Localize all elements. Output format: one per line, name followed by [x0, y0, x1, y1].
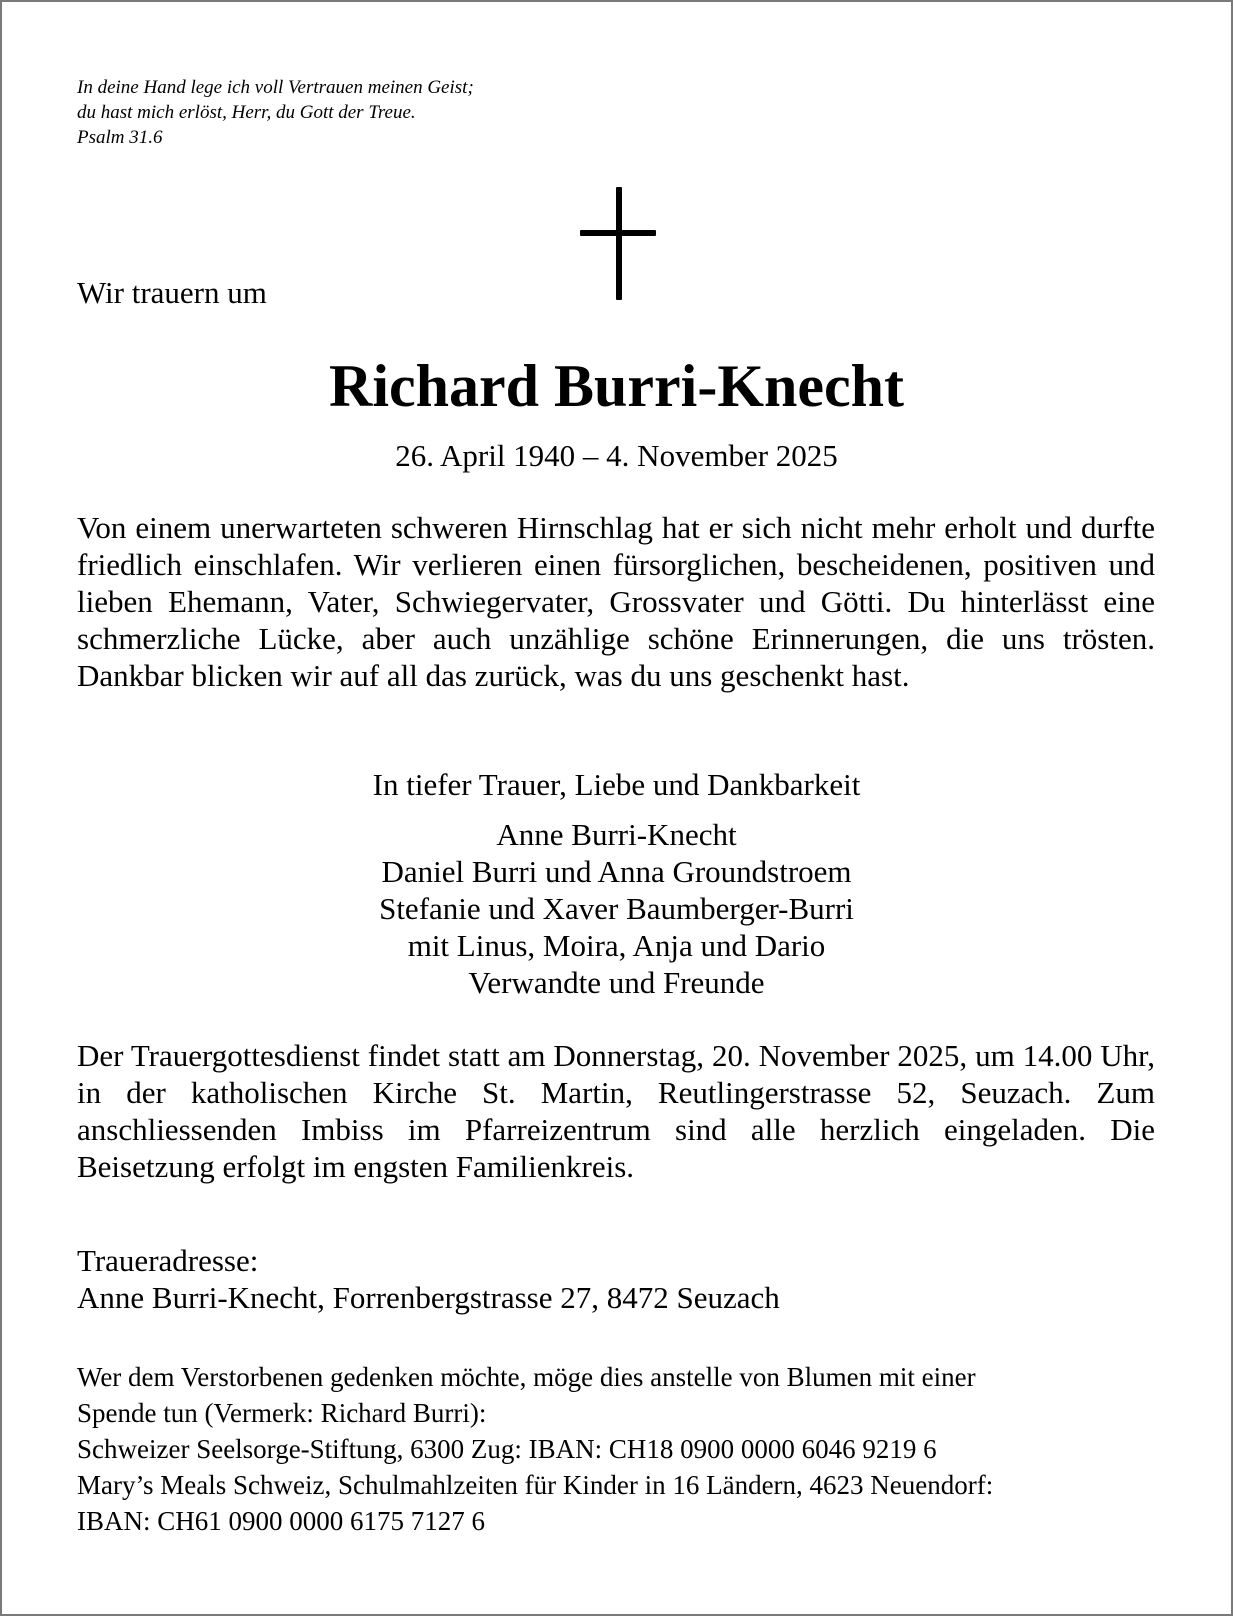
mourner-line: Stefanie und Xaver Baumberger-Burri	[379, 891, 854, 926]
mourning-address-value: Anne Burri-Knecht, Forrenbergstrasse 27, 8472 Seuzach	[77, 1280, 780, 1315]
verse-line: du hast mich erlöst, Herr, du Gott der Treue.	[77, 102, 416, 123]
cross-horizontal-bar	[580, 230, 656, 236]
life-dates: 26. April 1940 – 4. November 2025	[395, 438, 838, 473]
cross-icon	[580, 187, 656, 300]
intro-text: Wir trauern um	[77, 275, 267, 310]
donation-line: IBAN: CH61 0900 0000 6175 7127 6	[77, 1506, 486, 1536]
donation-line: Schweizer Seelsorge-Stiftung, 6300 Zug: IBAN: CH18 0900 0000 6046 9219 6	[77, 1434, 937, 1464]
mourner-line: Daniel Burri und Anna Groundstroem	[381, 854, 852, 889]
cross-vertical-bar	[616, 187, 622, 300]
verse-reference: Psalm 31.6	[77, 127, 163, 148]
bible-verse	[77, 75, 474, 150]
donation-line: Spende tun (Vermerk: Richard Burri):	[77, 1398, 487, 1428]
mourner-line: Anne Burri-Knecht	[496, 817, 737, 852]
mourning-address	[77, 1242, 780, 1316]
donation-info	[77, 1359, 993, 1539]
verse-line: In deine Hand lege ich voll Vertrauen meinen Geist;	[77, 77, 474, 98]
donation-line: Wer dem Verstorbenen gedenken möchte, möge dies anstelle von Blumen mit einer	[77, 1362, 976, 1392]
mourning-address-label: Traueradresse:	[77, 1243, 259, 1278]
message-paragraph: Von einem unerwarteten schweren Hirnschlag hat er sich nicht mehr erholt und durfte friedlich einschlafen. Wir verlieren einen fürsorglichen, bescheidenen, positiven und lieben Ehemann, Vater, Schwiegervater, Grossvater und Götti. Du hinterlässt eine schmerzliche Lücke, aber auch unzählige schöne Erinnerungen, die uns trösten. Dankbar blicken wir auf all das zurück, was du uns geschenkt hast.	[77, 510, 1155, 693]
mourners-list	[2, 816, 1231, 1001]
service-paragraph: Der Trauergottesdienst findet statt am Donnerstag, 20. November 2025, um 14.00 Uhr, in der katholischen Kirche St. Martin, Reutlingerstrasse 52, Seuzach. Zum anschliessenden Imbiss im Pfarreizentrum sind alle herzlich eingeladen. Die Beisetzung erfolgt im engsten Familienkreis.	[77, 1038, 1155, 1184]
mourner-line: mit Linus, Moira, Anja und Dario	[407, 928, 826, 963]
mourner-line: Verwandte und Freunde	[468, 965, 765, 1000]
signature-heading: In tiefer Trauer, Liebe und Dankbarkeit	[372, 767, 861, 802]
deceased-name: Richard Burri-Knecht	[329, 353, 904, 419]
donation-line: Mary’s Meals Schweiz, Schulmahlzeiten für Kinder in 16 Ländern, 4623 Neuendorf:	[77, 1470, 994, 1500]
